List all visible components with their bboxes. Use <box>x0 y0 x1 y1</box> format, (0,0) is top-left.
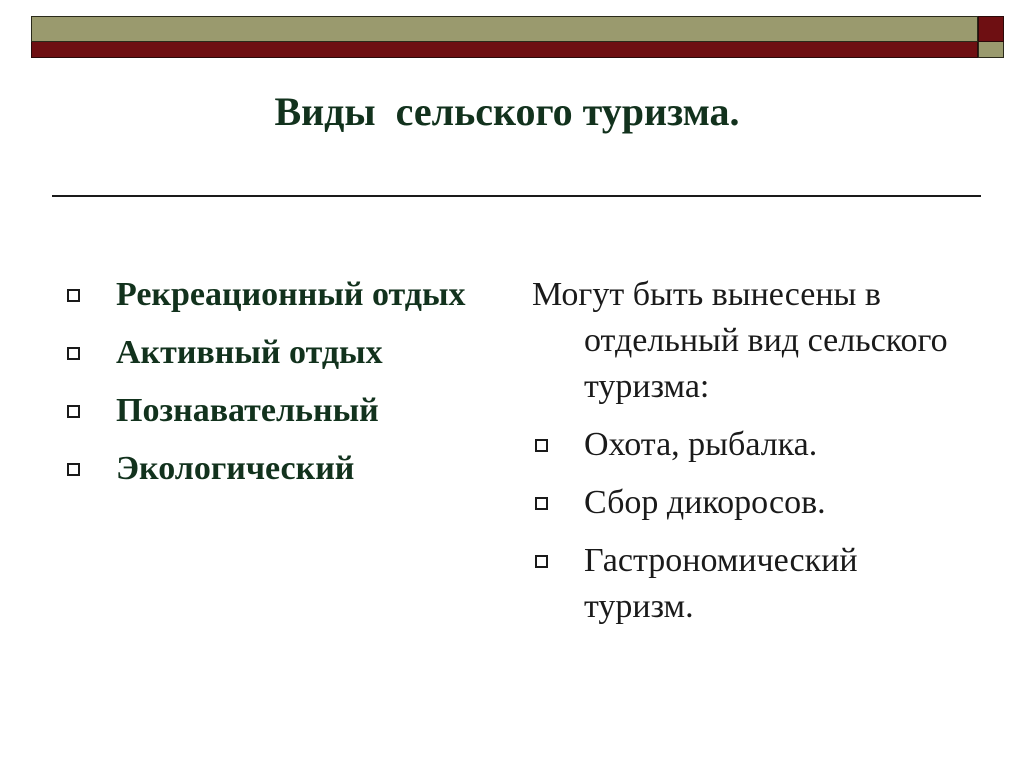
list-item <box>64 330 484 376</box>
hollow-square-bullet-icon <box>67 405 80 418</box>
right-intro-text: Могут быть вынесены в отдельный вид сельского туризма: <box>532 276 948 405</box>
list-item-label: Активный отдых <box>116 334 383 371</box>
right-column <box>532 272 972 642</box>
list-item-label: Охота, рыбалка. <box>584 426 818 463</box>
list-item <box>64 388 484 434</box>
list-item-label: Познавательный <box>116 392 379 429</box>
header-corner-red-square <box>978 16 1004 42</box>
list-item-label: Рекреационный отдых <box>116 276 466 313</box>
left-bullet-list <box>64 272 484 492</box>
list-item <box>532 422 972 468</box>
title-divider <box>52 195 981 197</box>
list-item <box>64 272 484 318</box>
slide-title: Виды сельского туризма. <box>274 89 740 134</box>
hollow-square-bullet-icon <box>67 463 80 476</box>
header-band-olive <box>31 16 978 42</box>
header-corner-olive-square <box>978 42 1004 58</box>
list-item-label: Экологический <box>116 450 355 487</box>
hollow-square-bullet-icon <box>535 439 548 452</box>
list-item <box>532 480 972 526</box>
left-column <box>64 272 484 504</box>
list-item <box>532 538 972 630</box>
list-item-label: Сбор дикоросов. <box>584 484 826 521</box>
list-item-label: Гастрономический туризм. <box>584 542 858 625</box>
header-band-red <box>31 42 978 58</box>
list-item <box>64 446 484 492</box>
hollow-square-bullet-icon <box>67 347 80 360</box>
right-bullet-list <box>532 422 972 630</box>
hollow-square-bullet-icon <box>67 289 80 302</box>
hollow-square-bullet-icon <box>535 555 548 568</box>
hollow-square-bullet-icon <box>535 497 548 510</box>
